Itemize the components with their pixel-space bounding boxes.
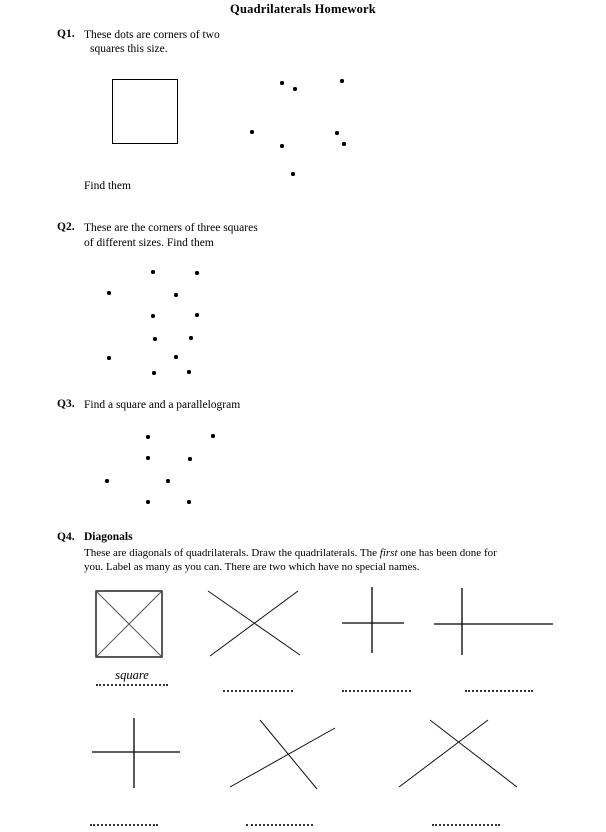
q2-dot [151,270,154,273]
q3-dot [166,479,169,482]
q1-dot [340,79,343,82]
q3-line1: Find a square and a parallelogram [84,399,241,411]
figure-2-diagonal-b [210,591,298,656]
q1-dot [342,142,345,145]
q3-dot [188,457,191,460]
q2-dot [195,271,198,274]
q2-dot [152,371,155,374]
q4-figure-4-perpendicular-diagonals-unequal [430,583,560,663]
q4-answer-1[interactable]: square [96,668,168,686]
q3-dot [211,434,214,437]
q1-dot [291,172,294,175]
q2-dot [195,313,198,316]
q3-label: Q3. [57,398,75,410]
page-title: Quadrilaterals Homework [230,2,376,16]
q2-dot [107,291,110,294]
q4-answer-5[interactable] [90,822,158,826]
q3-dot [105,479,108,482]
q3-dot [146,500,149,503]
q2-dot [187,370,190,373]
q1-line2: squares this size. [90,43,168,55]
q3-dot [187,500,190,503]
q4-body-line1 [84,546,594,561]
q4-heading: Diagonals [84,531,133,543]
q4-answer-6[interactable] [246,822,313,826]
q4-figure-7-unequal-diagonals [390,713,525,798]
q2-dot [174,355,177,358]
figure-6-diagonal-b [230,728,335,787]
q4-label: Q4. [57,531,75,543]
q1-dot [280,81,283,84]
q1-label: Q1. [57,28,75,40]
q4-figure-3-perpendicular-diagonals [335,583,415,663]
q2-line1: These are the corners of three squares [84,222,258,234]
q2-dot [107,356,110,359]
q4-figure-5-perpendicular-diagonals [85,713,195,798]
q4-body-text-a: These are diagonals of quadrilaterals. Draw the quadrilaterals. The [84,547,380,559]
q1-dot [280,144,283,147]
q2-dot [151,314,154,317]
q2-line2: of different sizes. Find them [84,237,214,249]
q1-instruction: Find them [84,180,131,192]
q1-dot [250,130,253,133]
q2-label: Q2. [57,221,75,233]
q4-body-first-italic: first [379,547,398,559]
q3-dot [146,435,149,438]
q2-dot [174,293,177,296]
q1-dot [335,131,338,134]
q4-body-line2: you. Label as many as you can. There are two which have no special names. [84,561,420,573]
q4-answer-2[interactable] [223,688,293,692]
q1-dot [293,87,296,90]
q4-figure-6-oblique-diagonals [225,713,340,798]
q4-figure-2-crossed-diagonals [200,585,310,665]
q1-reference-square [112,79,178,144]
q4-body-text-b: one has been done for [397,547,497,559]
q4-answer-7[interactable] [432,822,500,826]
q4-answer-3[interactable] [342,688,411,692]
q2-dot [153,337,156,340]
q4-figure-1-square-with-diagonals [90,585,170,665]
q3-dot [146,456,149,459]
q1-line1: These dots are corners of two [84,29,220,41]
q2-dot [189,336,192,339]
q4-answer-4[interactable] [465,688,533,692]
